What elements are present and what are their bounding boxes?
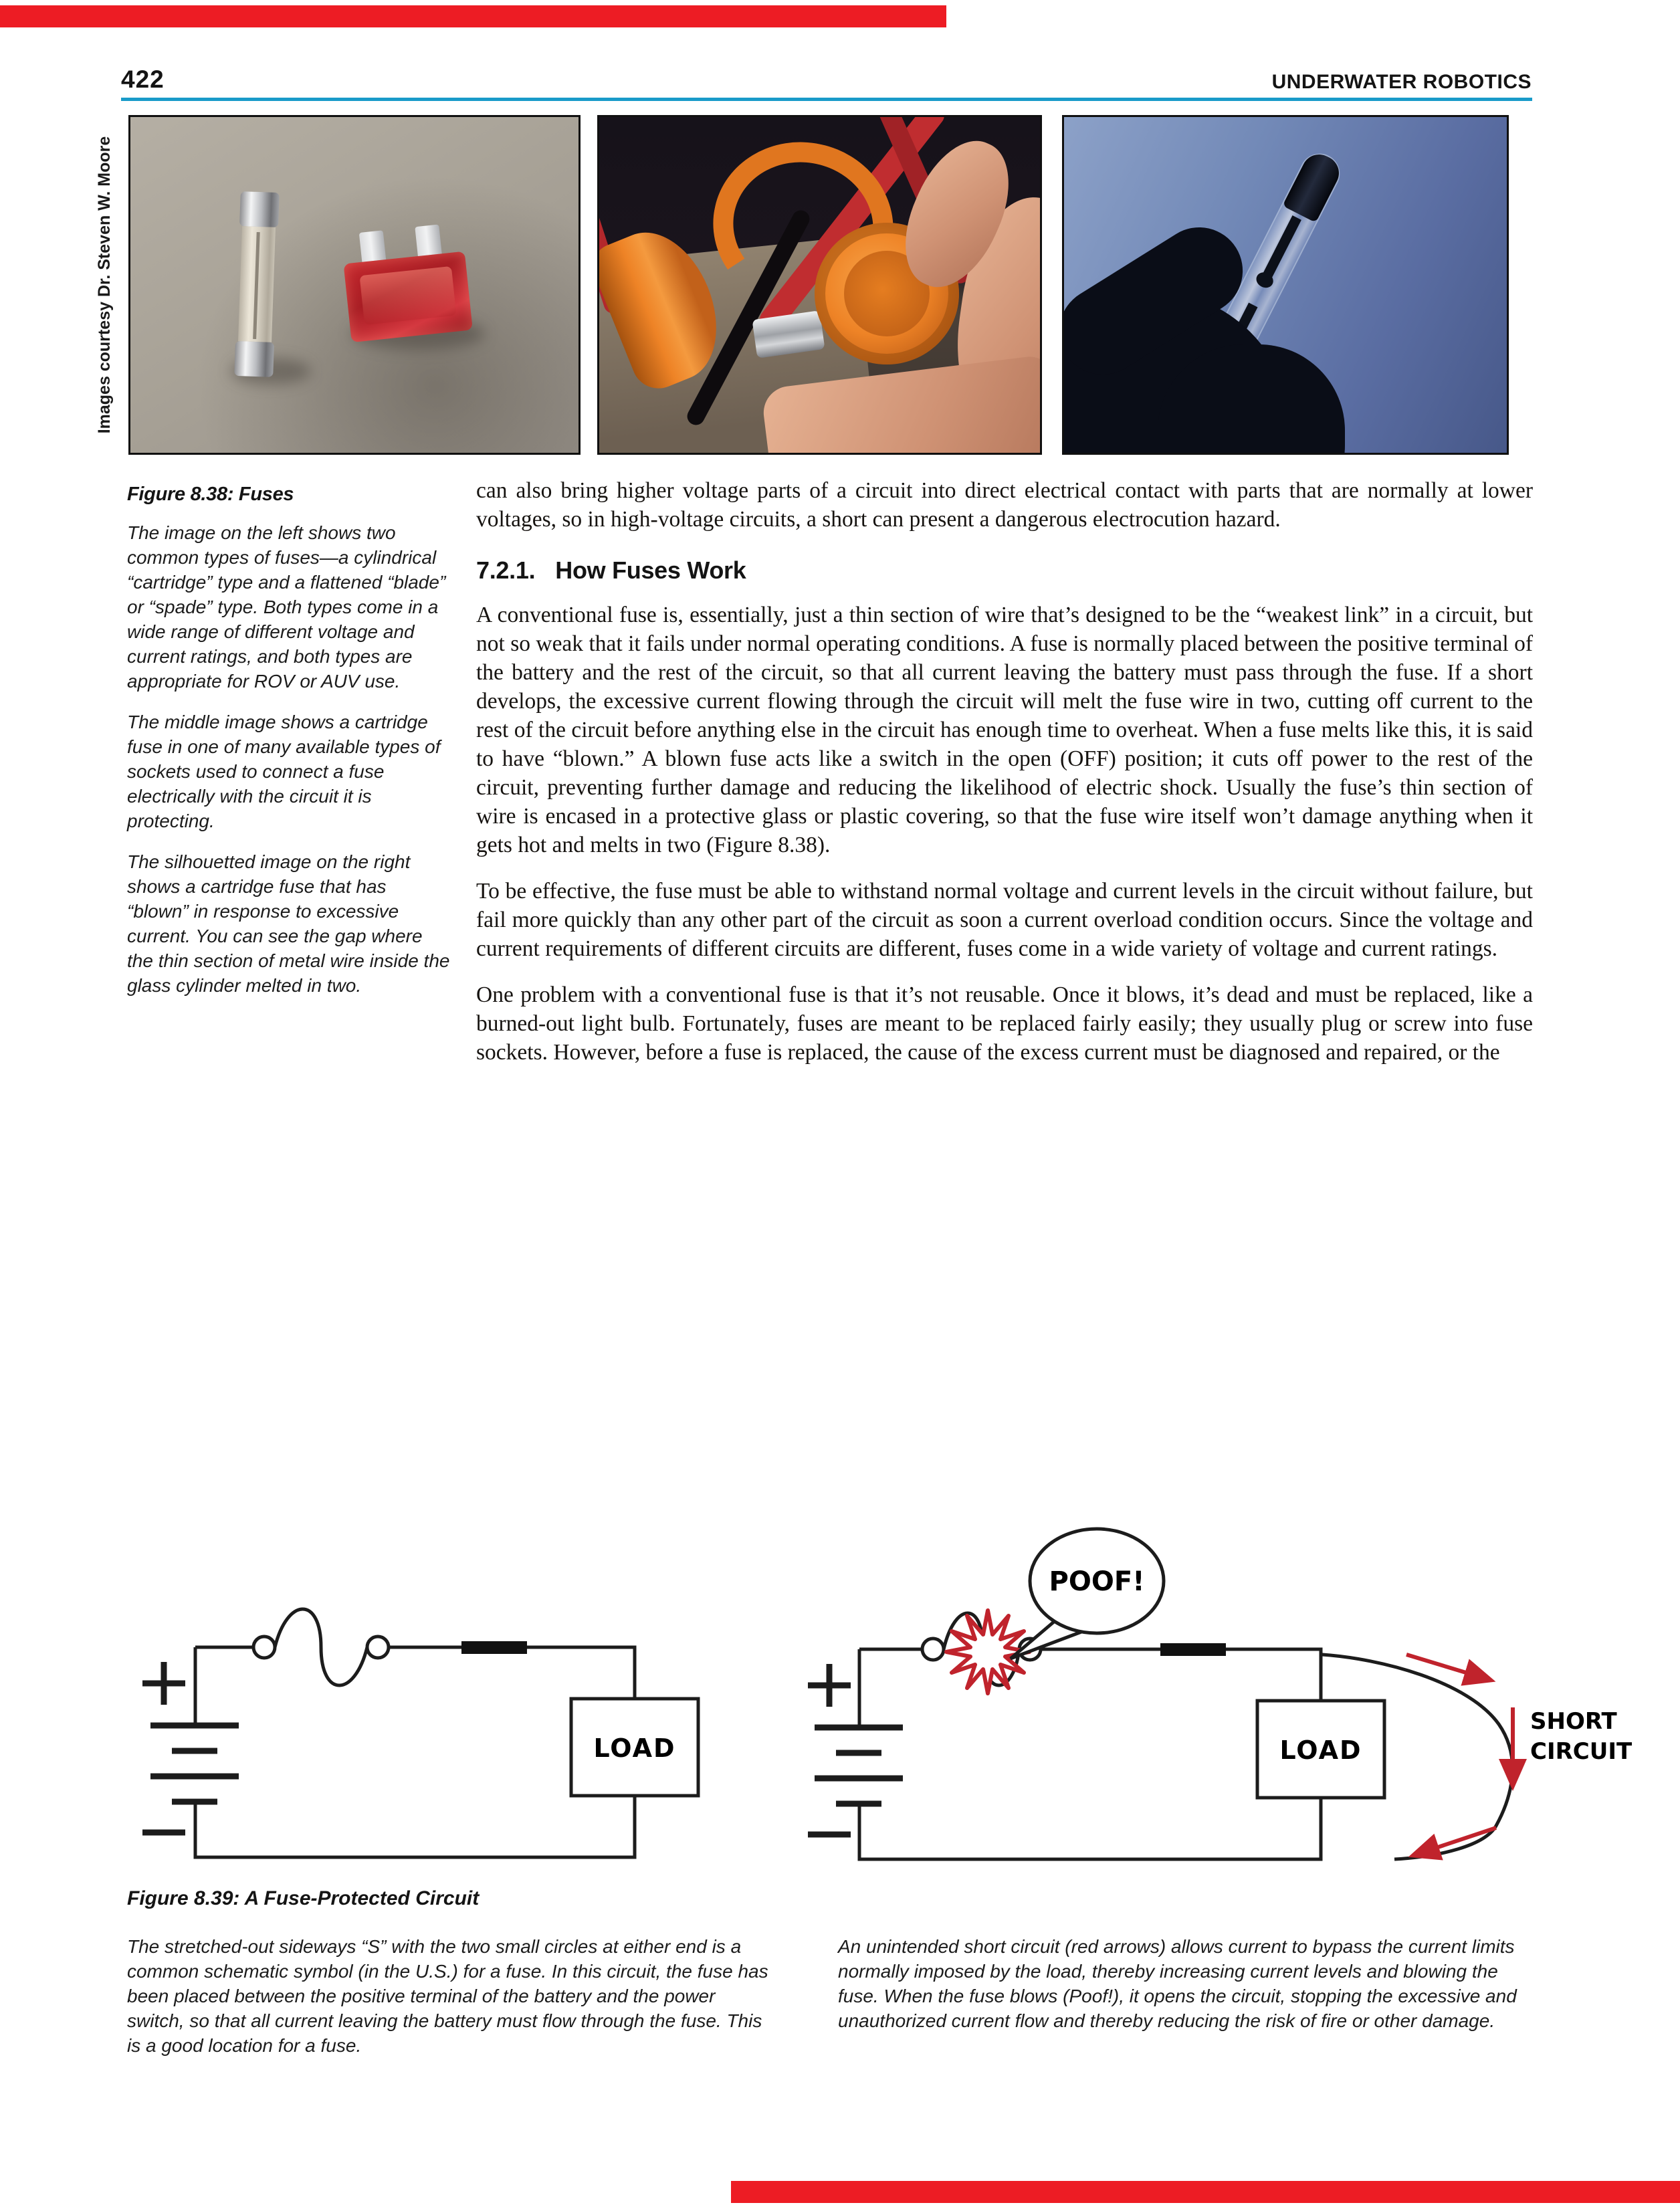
body-paragraph: One problem with a conventional fuse is that it’s not reusable. Once it blows, it’s dead and must be replaced, like a burned-out light bulb. Fortunately, fuses are meant to be replaced fairly easily; they usually plug or screw into fuse sockets. However, before a fuse is replaced, the cause of the excess current must be diagnosed and repaired, or the bbox=[476, 982, 1533, 1065]
fuse-end-cap bbox=[1282, 148, 1344, 223]
figure-838-title: Figure 8.38: Fuses bbox=[127, 484, 294, 505]
photo-credit: Images courtesy Dr. Steven W. Moore bbox=[95, 136, 114, 434]
fuse-metal-cap bbox=[239, 191, 280, 227]
figure-838-paragraph: The middle image shows a cartridge fuse in one of many available types of sockets used to connect a fuse electrically with the circuit it is protecting. bbox=[127, 712, 441, 831]
section-heading bbox=[476, 556, 1533, 585]
cartridge-fuse bbox=[234, 191, 280, 377]
figure-839-caption-right: An unintended short circuit (red arrows) allows current to bypass the current limits normally imposed by the load, thereby increasing current levels and blowing the fuse. When the fuse blows (Poof!), it opens the circuit, stopping the excessive and unauthorized current flow and thereby reducing the risk of fire or other damage. bbox=[838, 1936, 1517, 2031]
photo-fuse-types bbox=[128, 115, 581, 455]
blade-fuse bbox=[340, 222, 473, 344]
short-circuit-label-line1: SHORT bbox=[1530, 1708, 1617, 1735]
figure-838-paragraph: The image on the left shows two common types of fuses—a cylindrical “cartridge” type and a flattened “blade” or “spade” type. Both types come in a wide range of different voltage and current ratings, and both types are appropriate for ROV or AUV use. bbox=[127, 522, 446, 692]
photo-fuse-socket bbox=[597, 115, 1042, 455]
circuit-diagram-short-circuit bbox=[793, 1490, 1635, 1878]
figure-838-paragraph: The silhouetted image on the right shows a cartridge fuse that has “blown” in response to excessive current. You can see the gap where the thin section of metal wire inside the glass cylinder melted in two. bbox=[127, 851, 450, 996]
running-head-book-title: UNDERWATER ROBOTICS bbox=[1271, 71, 1532, 93]
section-number: 7.2.1. bbox=[476, 556, 536, 584]
figure-839-title: Figure 8.39: A Fuse-Protected Circuit bbox=[127, 1887, 480, 1909]
fuse-terminal-circle bbox=[922, 1639, 944, 1660]
switch-symbol bbox=[1160, 1643, 1226, 1656]
switch-symbol bbox=[461, 1641, 527, 1654]
section-title: How Fuses Work bbox=[555, 556, 746, 584]
fuse-terminal-circle bbox=[367, 1637, 389, 1658]
body-paragraph: can also bring higher voltage parts of a circuit into direct electrical contact with parts that are normally at lower voltages, so in high-voltage circuits, a short can present a dangerous electrocution hazard. bbox=[476, 478, 1533, 532]
page-number: 422 bbox=[121, 66, 165, 93]
short-circuit-label-line2: CIRCUIT bbox=[1530, 1738, 1633, 1765]
load-label: LOAD bbox=[593, 1733, 676, 1763]
wire bbox=[389, 1647, 635, 1699]
wire bbox=[859, 1798, 1321, 1859]
top-red-accent-bar bbox=[0, 5, 946, 27]
body-paragraph: To be effective, the fuse must be able to withstand normal voltage and current levels in the circuit without failure, but fail more quickly than any other part of the circuit as soon a current overload condition occurs. Since the voltage and current requirements of different circuits are different, fuses come in a wide variety of voltage and current ratings. bbox=[476, 879, 1533, 961]
bottom-red-accent-bar bbox=[731, 2181, 1680, 2203]
figure-839-caption-left: The stretched-out sideways “S” with the two small circles at either end is a common schematic symbol (in the U.S.) for a fuse. In this circuit, the fuse has been placed between the positive terminal of the battery and the power switch, so that all current leaving the battery must flow through the fuse. This is a good location for a fuse. bbox=[127, 1936, 768, 2056]
header-rule bbox=[121, 98, 1532, 101]
load-label: LOAD bbox=[1279, 1736, 1362, 1765]
fuse-terminal-circle bbox=[253, 1637, 275, 1658]
body-text-column bbox=[476, 476, 1533, 1084]
circuit-diagram-fuse-protected bbox=[124, 1528, 712, 1869]
fuse-metal-cap bbox=[234, 341, 274, 377]
wire bbox=[1041, 1649, 1321, 1701]
figure-838-caption bbox=[127, 484, 452, 1014]
fuse-symbol-curve bbox=[275, 1609, 367, 1685]
poof-label: POOF! bbox=[1049, 1566, 1145, 1597]
blade-fuse-window bbox=[359, 266, 456, 325]
photo-blown-fuse bbox=[1062, 115, 1509, 455]
body-paragraph: A conventional fuse is, essentially, just a thin section of wire that’s designed to be the “weakest link” in a circuit, but not so weak that it fails under normal operating conditions. A fuse is normally placed between the positive terminal of the battery and the rest of the circuit, so that all current leaving the battery must pass through the fuse. If a short develops, the excessive current flowing through the circuit will melt the fuse wire in two, cutting off current to the rest of the circuit before anything else in the circuit has enough time to overheat. When a fuse melts like this, it is said to have “blown.” A blown fuse acts like a switch in the open (OFF) position; it cuts off power to the rest of the circuit, preventing further damage and reducing the likelihood of electric shock. Usually the fuse’s thin section of wire is encased in a protective glass or plastic covering, so that the fuse wire itself won’t damage anything when it gets hot and melts in two (Figure 8.38). bbox=[476, 603, 1533, 857]
wire bbox=[195, 1796, 635, 1857]
